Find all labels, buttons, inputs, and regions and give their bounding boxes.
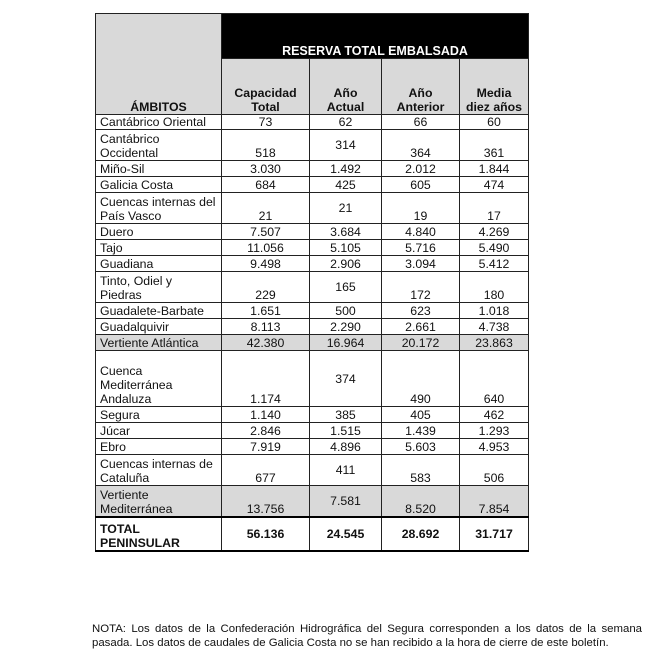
cell-value: 2.906 xyxy=(310,256,382,272)
cell-value: 314 xyxy=(310,130,382,161)
ambito-name: Cuenca Mediterránea Andaluza xyxy=(96,351,222,407)
cell-value: 1.515 xyxy=(310,423,382,439)
table-row xyxy=(96,224,529,240)
region-row xyxy=(96,486,529,517)
cell-value: 1.439 xyxy=(382,423,460,439)
ambito-name: Tinto, Odiel y Piedras xyxy=(96,272,222,303)
cell-value: 640 xyxy=(460,351,529,407)
cell-value: 1.293 xyxy=(460,423,529,439)
cell-value: 490 xyxy=(382,351,460,407)
table-row xyxy=(96,193,529,224)
ambito-name: Duero xyxy=(96,224,222,240)
table-row xyxy=(96,319,529,335)
cell-value: 9.498 xyxy=(222,256,310,272)
cell-value: 7.854 xyxy=(460,486,529,517)
cell-value: 4.738 xyxy=(460,319,529,335)
cell-value: 73 xyxy=(222,115,310,130)
column-header-media: Media diez años xyxy=(460,59,529,115)
cell-value: 4.269 xyxy=(460,224,529,240)
ambito-name: Galicia Costa xyxy=(96,177,222,193)
cell-value: 229 xyxy=(222,272,310,303)
ambito-name: Júcar xyxy=(96,423,222,439)
cell-value: 462 xyxy=(460,407,529,423)
table-row xyxy=(96,177,529,193)
cell-value: 7.919 xyxy=(222,439,310,455)
table-row xyxy=(96,240,529,256)
ambito-name: Guadalquivir xyxy=(96,319,222,335)
ambito-name: Miño-Sil xyxy=(96,161,222,177)
column-header-ano-actual: Año Actual xyxy=(310,59,382,115)
table-row xyxy=(96,115,529,130)
ambito-name: Tajo xyxy=(96,240,222,256)
cell-value: 3.684 xyxy=(310,224,382,240)
table-body xyxy=(96,115,529,551)
cell-value: 2.661 xyxy=(382,319,460,335)
cell-value: 66 xyxy=(382,115,460,130)
cell-value: 17 xyxy=(460,193,529,224)
table-row xyxy=(96,161,529,177)
ambito-name: Cantábrico Occidental xyxy=(96,130,222,161)
ambito-name: Cantábrico Oriental xyxy=(96,115,222,130)
reserva-table xyxy=(95,13,529,552)
table-row xyxy=(96,256,529,272)
total-row xyxy=(96,517,529,551)
cell-value: 5.412 xyxy=(460,256,529,272)
cell-value: 518 xyxy=(222,130,310,161)
ambito-name: Cuencas internas de Cataluña xyxy=(96,455,222,486)
table-row xyxy=(96,303,529,319)
table-row xyxy=(96,455,529,486)
cell-value: 23.863 xyxy=(460,335,529,351)
ambito-name: Segura xyxy=(96,407,222,423)
cell-value: 1.844 xyxy=(460,161,529,177)
group-header: RESERVA TOTAL EMBALSADA xyxy=(222,14,529,59)
cell-value: 2.290 xyxy=(310,319,382,335)
cell-value: 16.964 xyxy=(310,335,382,351)
ambito-name: Cuencas internas del País Vasco xyxy=(96,193,222,224)
ambito-name: Guadalete-Barbate xyxy=(96,303,222,319)
cell-value: 5.716 xyxy=(382,240,460,256)
total-value: 24.545 xyxy=(310,517,382,551)
table-row xyxy=(96,407,529,423)
cell-value: 42.380 xyxy=(222,335,310,351)
cell-value: 1.018 xyxy=(460,303,529,319)
table-row xyxy=(96,439,529,455)
cell-value: 62 xyxy=(310,115,382,130)
cell-value: 374 xyxy=(310,351,382,407)
cell-value: 7.507 xyxy=(222,224,310,240)
cell-value: 21 xyxy=(310,193,382,224)
cell-value: 165 xyxy=(310,272,382,303)
column-header-capacidad: Capacidad Total xyxy=(222,59,310,115)
cell-value: 11.056 xyxy=(222,240,310,256)
ambito-name: Guadiana xyxy=(96,256,222,272)
cell-value: 21 xyxy=(222,193,310,224)
table-row xyxy=(96,423,529,439)
cell-value: 3.030 xyxy=(222,161,310,177)
cell-value: 8.520 xyxy=(382,486,460,517)
total-label: TOTAL PENINSULAR xyxy=(96,517,222,551)
cell-value: 583 xyxy=(382,455,460,486)
cell-value: 1.174 xyxy=(222,351,310,407)
cell-value: 1.140 xyxy=(222,407,310,423)
cell-value: 385 xyxy=(310,407,382,423)
ambito-name: Vertiente Atlántica xyxy=(96,335,222,351)
cell-value: 60 xyxy=(460,115,529,130)
footnote: NOTA: Los datos de la Confederación Hidrográfica del Segura corresponden a los datos de la semana pasada. Los datos de caudales de Galicia Costa no se han recibido a la hora de cierre de este boletín. xyxy=(92,623,642,649)
cell-value: 2.012 xyxy=(382,161,460,177)
total-value: 31.717 xyxy=(460,517,529,551)
column-header-ano-anterior: Año Anterior xyxy=(382,59,460,115)
cell-value: 4.953 xyxy=(460,439,529,455)
cell-value: 5.490 xyxy=(460,240,529,256)
total-value: 28.692 xyxy=(382,517,460,551)
cell-value: 7.581 xyxy=(310,486,382,517)
ambito-name: Ebro xyxy=(96,439,222,455)
cell-value: 411 xyxy=(310,455,382,486)
cell-value: 474 xyxy=(460,177,529,193)
cell-value: 5.603 xyxy=(382,439,460,455)
ambito-name: Vertiente Mediterránea xyxy=(96,486,222,517)
table-row xyxy=(96,130,529,161)
total-value: 56.136 xyxy=(222,517,310,551)
cell-value: 3.094 xyxy=(382,256,460,272)
cell-value: 20.172 xyxy=(382,335,460,351)
cell-value: 425 xyxy=(310,177,382,193)
table-row xyxy=(96,272,529,303)
cell-value: 4.896 xyxy=(310,439,382,455)
cell-value: 2.846 xyxy=(222,423,310,439)
cell-value: 677 xyxy=(222,455,310,486)
table-row xyxy=(96,351,529,407)
cell-value: 1.651 xyxy=(222,303,310,319)
cell-value: 605 xyxy=(382,177,460,193)
cell-value: 180 xyxy=(460,272,529,303)
ambitos-header: ÁMBITOS xyxy=(96,14,222,115)
cell-value: 684 xyxy=(222,177,310,193)
cell-value: 1.492 xyxy=(310,161,382,177)
cell-value: 19 xyxy=(382,193,460,224)
cell-value: 500 xyxy=(310,303,382,319)
cell-value: 8.113 xyxy=(222,319,310,335)
cell-value: 172 xyxy=(382,272,460,303)
cell-value: 4.840 xyxy=(382,224,460,240)
cell-value: 506 xyxy=(460,455,529,486)
region-row xyxy=(96,335,529,351)
cell-value: 405 xyxy=(382,407,460,423)
cell-value: 361 xyxy=(460,130,529,161)
cell-value: 623 xyxy=(382,303,460,319)
cell-value: 364 xyxy=(382,130,460,161)
cell-value: 13.756 xyxy=(222,486,310,517)
cell-value: 5.105 xyxy=(310,240,382,256)
